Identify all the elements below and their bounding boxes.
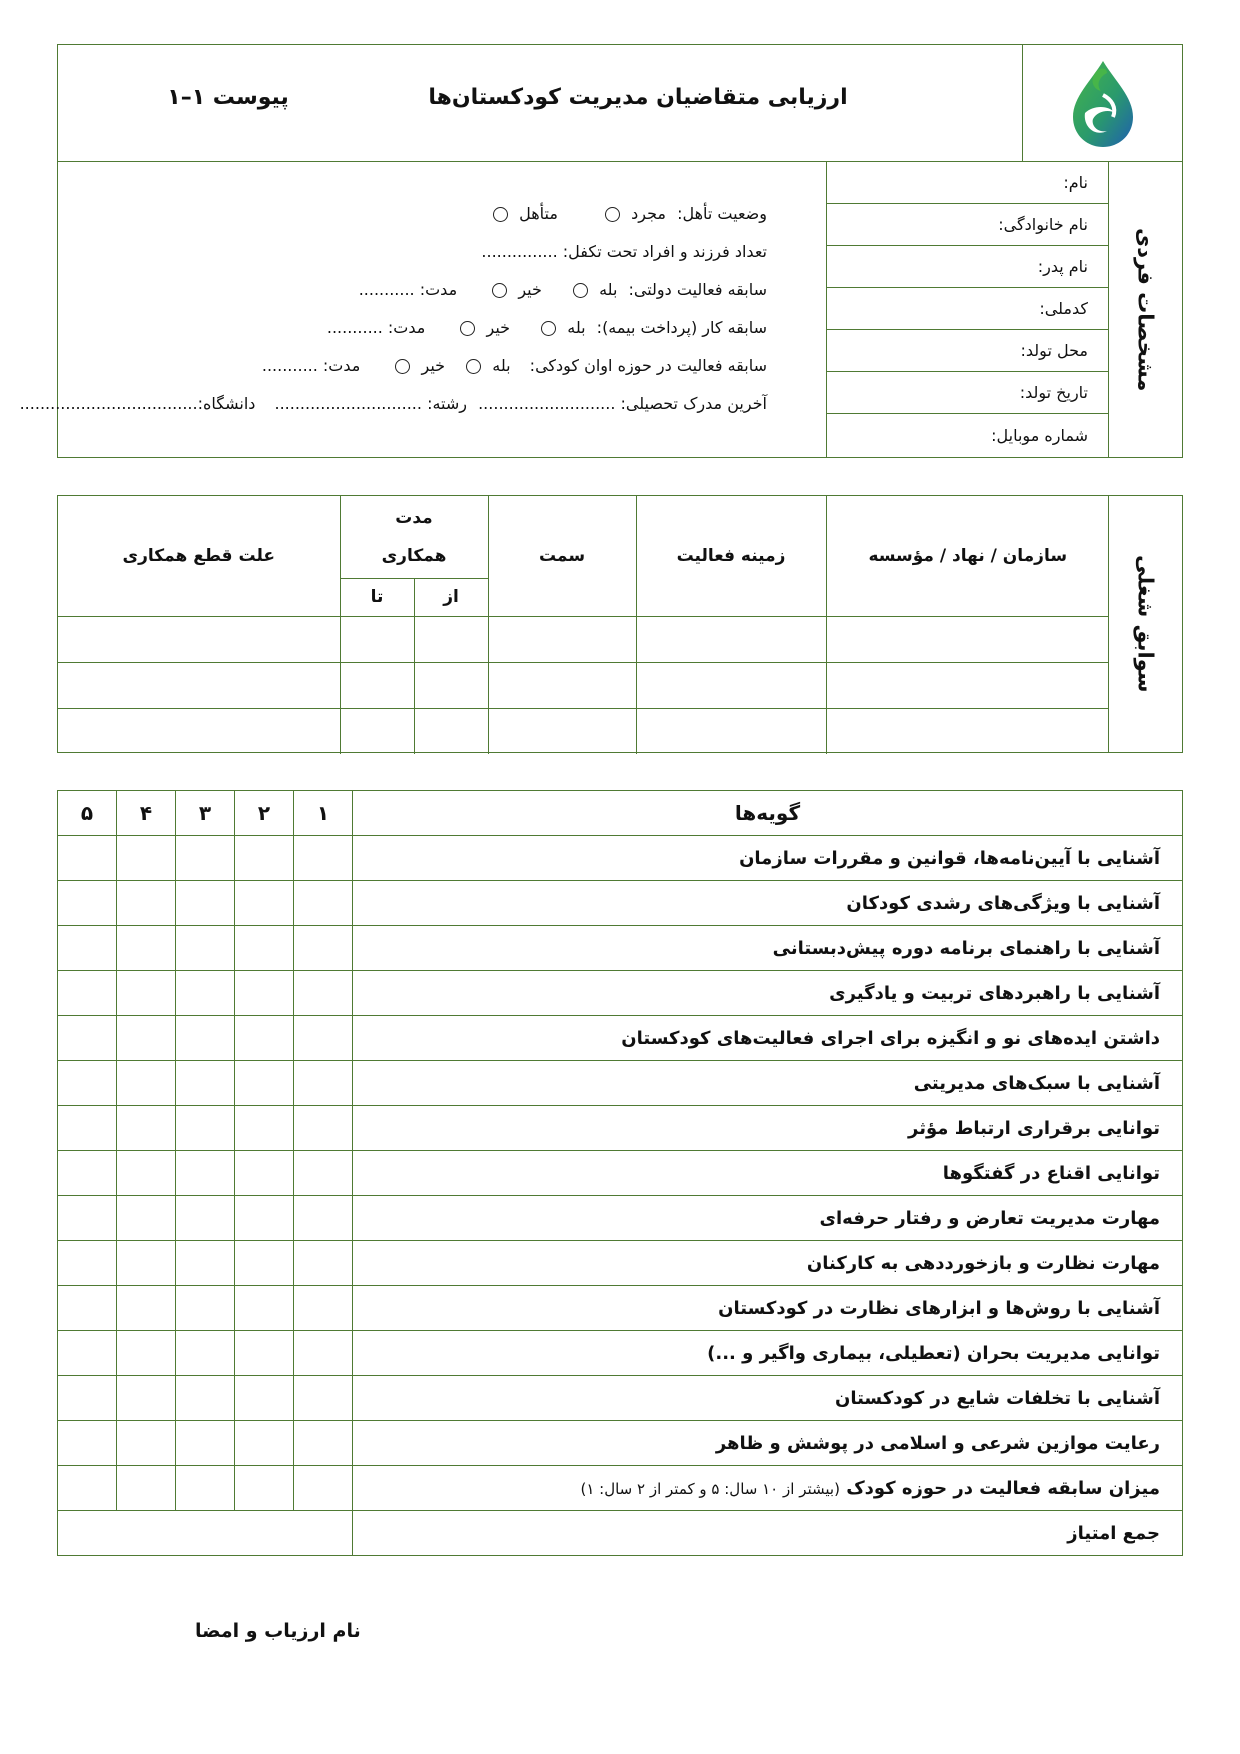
insurance-no-radio[interactable] bbox=[460, 321, 475, 336]
single-radio[interactable] bbox=[605, 207, 620, 222]
job-cell[interactable] bbox=[826, 662, 1109, 708]
score-header-2: ۲ bbox=[235, 791, 294, 836]
first-name-field[interactable]: نام: bbox=[827, 162, 1108, 204]
childhood-yes-label: بله bbox=[492, 356, 511, 375]
score-cell[interactable] bbox=[294, 881, 353, 926]
childhood-yes-radio[interactable] bbox=[466, 359, 481, 374]
childhood-activity-label: سابقه فعالیت در حوزه اوان کودکی: bbox=[529, 356, 767, 375]
university-field[interactable]: دانشگاه:................................... bbox=[19, 394, 256, 413]
score-cell[interactable] bbox=[176, 1241, 235, 1286]
score-cell[interactable] bbox=[176, 1421, 235, 1466]
score-cell[interactable] bbox=[235, 971, 294, 1016]
score-cell[interactable] bbox=[58, 1016, 117, 1061]
education-field[interactable]: آخرین مدرک تحصیلی: ........................... bbox=[478, 394, 767, 413]
job-history-section bbox=[57, 495, 1183, 753]
score-cell[interactable] bbox=[294, 1061, 353, 1106]
score-cell[interactable] bbox=[117, 1466, 176, 1511]
form-header bbox=[57, 44, 1183, 162]
score-cell[interactable] bbox=[58, 971, 117, 1016]
score-cell[interactable] bbox=[58, 1421, 117, 1466]
col-field: زمینه فعالیت bbox=[636, 496, 826, 616]
score-cell[interactable] bbox=[294, 926, 353, 971]
criteria-row bbox=[58, 836, 1183, 881]
criteria-item: آشنایی با تخلفات شایع در کودکستان bbox=[353, 1376, 1183, 1421]
score-cell[interactable] bbox=[294, 1376, 353, 1421]
total-label: جمع امتیاز bbox=[353, 1511, 1183, 1556]
job-cell[interactable] bbox=[340, 616, 414, 662]
gov-yes-label: بله bbox=[599, 280, 618, 299]
married-option-label: متأهل bbox=[519, 204, 558, 223]
score-cell[interactable] bbox=[117, 1331, 176, 1376]
score-cell[interactable] bbox=[235, 1016, 294, 1061]
criteria-item: داشتن ایده‌های نو و انگیزه برای اجرای فعالیت‌های کودکستان bbox=[353, 1016, 1183, 1061]
score-cell[interactable] bbox=[176, 881, 235, 926]
col-duration bbox=[340, 496, 488, 578]
score-cell[interactable] bbox=[294, 1466, 353, 1511]
annex-label: پیوست ۱–۱ bbox=[167, 85, 289, 110]
score-cell[interactable] bbox=[117, 1196, 176, 1241]
criteria-row bbox=[58, 1196, 1183, 1241]
score-cell[interactable] bbox=[176, 1376, 235, 1421]
score-cell[interactable] bbox=[176, 926, 235, 971]
score-header-3: ۳ bbox=[176, 791, 235, 836]
national-id-field[interactable]: کدملی: bbox=[827, 288, 1108, 330]
score-cell[interactable] bbox=[117, 1106, 176, 1151]
last-name-field[interactable]: نام خانوادگی: bbox=[827, 204, 1108, 246]
score-cell[interactable] bbox=[58, 881, 117, 926]
criteria-item: آشنایی با آیین‌نامه‌ها، قوانین و مقررات سازمان bbox=[353, 836, 1183, 881]
score-cell[interactable] bbox=[294, 1286, 353, 1331]
insurance-duration-field[interactable]: مدت: ........... bbox=[326, 318, 426, 337]
score-cell[interactable] bbox=[235, 1151, 294, 1196]
score-cell[interactable] bbox=[58, 926, 117, 971]
criteria-row bbox=[58, 971, 1183, 1016]
col-reason: علت قطع همکاری bbox=[58, 496, 340, 616]
score-cell[interactable] bbox=[294, 836, 353, 881]
score-cell[interactable] bbox=[176, 1331, 235, 1376]
criteria-row-experience bbox=[58, 1466, 1183, 1511]
score-cell[interactable] bbox=[176, 971, 235, 1016]
score-cell[interactable] bbox=[117, 1421, 176, 1466]
score-cell[interactable] bbox=[58, 836, 117, 881]
mobile-field[interactable]: شماره موبایل: bbox=[991, 425, 1088, 445]
score-cell[interactable] bbox=[117, 1241, 176, 1286]
score-cell[interactable] bbox=[117, 1016, 176, 1061]
gov-no-radio[interactable] bbox=[492, 283, 507, 298]
col-to: تا bbox=[340, 578, 414, 616]
criteria-item: توانایی برقراری ارتباط مؤثر bbox=[353, 1106, 1183, 1151]
job-cell[interactable] bbox=[414, 708, 488, 754]
job-history-table bbox=[58, 496, 1109, 754]
col-position: سمت bbox=[488, 496, 636, 616]
criteria-item: توانایی اقناع در گفتگوها bbox=[353, 1151, 1183, 1196]
job-cell[interactable] bbox=[826, 616, 1109, 662]
personal-info-section bbox=[19, 162, 1183, 458]
score-cell[interactable] bbox=[235, 1331, 294, 1376]
col-org: سازمان / نهاد / مؤسسه bbox=[826, 496, 1109, 616]
experience-note: (بیشتر از ۱۰ سال: ۵ و کمتر از ۲ سال: ۱) bbox=[580, 1479, 840, 1498]
score-cell[interactable] bbox=[294, 1016, 353, 1061]
experience-item bbox=[353, 1466, 1183, 1511]
birthplace-field[interactable]: محل تولد: bbox=[827, 330, 1108, 372]
duration-top-label: مدت bbox=[395, 507, 433, 528]
score-cell[interactable] bbox=[235, 836, 294, 881]
gov-duration-field[interactable]: مدت: ........... bbox=[358, 280, 458, 299]
job-row bbox=[58, 616, 1109, 662]
score-cell[interactable] bbox=[235, 1196, 294, 1241]
score-cell[interactable] bbox=[58, 1106, 117, 1151]
score-cell[interactable] bbox=[176, 1106, 235, 1151]
score-cell[interactable] bbox=[117, 1061, 176, 1106]
score-cell[interactable] bbox=[58, 1376, 117, 1421]
job-cell[interactable] bbox=[488, 662, 636, 708]
criteria-item: آشنایی با روش‌ها و ابزارهای نظارت در کودکستان bbox=[353, 1286, 1183, 1331]
single-option-label: مجرد bbox=[631, 204, 666, 223]
score-cell[interactable] bbox=[176, 1466, 235, 1511]
insurance-label: سابقه کار (پرداخت بیمه): bbox=[596, 318, 767, 337]
score-cell[interactable] bbox=[294, 1196, 353, 1241]
score-header-1: ۱ bbox=[294, 791, 353, 836]
score-cell[interactable] bbox=[176, 1016, 235, 1061]
score-cell[interactable] bbox=[117, 836, 176, 881]
gov-no-label: خیر bbox=[518, 280, 542, 299]
job-cell[interactable] bbox=[58, 708, 340, 754]
criteria-item: مهارت نظارت و بازخورددهی به کارکنان bbox=[353, 1241, 1183, 1286]
organization-logo-icon bbox=[1063, 55, 1143, 151]
criteria-item: مهارت مدیریت تعارض و رفتار حرفه‌ای bbox=[353, 1196, 1183, 1241]
score-cell[interactable] bbox=[235, 1286, 294, 1331]
score-cell[interactable] bbox=[176, 1151, 235, 1196]
score-cell[interactable] bbox=[235, 1061, 294, 1106]
job-cell[interactable] bbox=[636, 616, 826, 662]
criteria-row bbox=[58, 1331, 1183, 1376]
job-cell[interactable] bbox=[488, 708, 636, 754]
criteria-row bbox=[58, 1016, 1183, 1061]
score-cell[interactable] bbox=[235, 1421, 294, 1466]
score-cell[interactable] bbox=[294, 971, 353, 1016]
criteria-item: آشنایی با ویژگی‌های رشدی کودکان bbox=[353, 881, 1183, 926]
criteria-header-row bbox=[58, 791, 1183, 836]
col-from: از bbox=[414, 578, 488, 616]
criteria-section bbox=[57, 790, 1183, 1556]
childhood-no-radio[interactable] bbox=[395, 359, 410, 374]
score-cell[interactable] bbox=[58, 1196, 117, 1241]
childhood-duration-field[interactable]: مدت: ........... bbox=[261, 356, 361, 375]
criteria-row bbox=[58, 1421, 1183, 1466]
criteria-table bbox=[57, 790, 1183, 1556]
job-row bbox=[58, 708, 1109, 754]
criteria-row bbox=[58, 1241, 1183, 1286]
score-cell[interactable] bbox=[294, 1331, 353, 1376]
score-cell[interactable] bbox=[117, 926, 176, 971]
criteria-header: گویه‌ها bbox=[353, 791, 1183, 836]
score-cell[interactable] bbox=[117, 971, 176, 1016]
logo-cell bbox=[1022, 45, 1182, 161]
criteria-row bbox=[58, 926, 1183, 971]
score-cell[interactable] bbox=[294, 1151, 353, 1196]
criteria-row bbox=[58, 881, 1183, 926]
gov-activity-label: سابقه فعالیت دولتی: bbox=[628, 280, 767, 299]
criteria-item: آشنایی با سبک‌های مدیریتی bbox=[353, 1061, 1183, 1106]
score-cell[interactable] bbox=[176, 1196, 235, 1241]
total-score-cell[interactable] bbox=[58, 1511, 353, 1556]
score-cell[interactable] bbox=[176, 1286, 235, 1331]
score-cell[interactable] bbox=[176, 836, 235, 881]
birthdate-field[interactable]: تاریخ تولد: bbox=[827, 372, 1108, 414]
job-cell[interactable] bbox=[58, 662, 340, 708]
childhood-activity-row bbox=[262, 356, 767, 375]
score-cell[interactable] bbox=[294, 1241, 353, 1286]
personal-section-label: مشخصات فردی bbox=[1108, 162, 1182, 457]
form-title: ارزیابی متقاضیان مدیریت کودکستان‌ها bbox=[428, 85, 848, 110]
married-radio[interactable] bbox=[493, 207, 508, 222]
duration-bottom-label: همکاری bbox=[381, 545, 447, 566]
criteria-item: رعایت موازین شرعی و اسلامی در پوشش و ظاهر bbox=[353, 1421, 1183, 1466]
gov-activity-row bbox=[359, 280, 767, 299]
score-cell[interactable] bbox=[58, 1331, 117, 1376]
criteria-row bbox=[58, 1106, 1183, 1151]
gov-yes-radio[interactable] bbox=[573, 283, 588, 298]
score-cell[interactable] bbox=[58, 1241, 117, 1286]
education-row bbox=[20, 394, 767, 413]
dependents-row[interactable]: تعداد فرزند و افراد تحت تکفل: ............... bbox=[481, 242, 767, 261]
score-cell[interactable] bbox=[117, 1376, 176, 1421]
marital-label: وضعیت تأهل: bbox=[677, 204, 767, 223]
job-cell[interactable] bbox=[488, 616, 636, 662]
score-cell[interactable] bbox=[235, 1466, 294, 1511]
job-cell[interactable] bbox=[826, 708, 1109, 754]
criteria-item: توانایی مدیریت بحران (تعطیلی، بیماری واگیر و ...) bbox=[353, 1331, 1183, 1376]
score-cell[interactable] bbox=[117, 881, 176, 926]
marital-status-row bbox=[487, 204, 767, 223]
score-header-4: ۴ bbox=[117, 791, 176, 836]
score-cell[interactable] bbox=[235, 1376, 294, 1421]
total-row bbox=[58, 1511, 1183, 1556]
insurance-yes-label: بله bbox=[567, 318, 586, 337]
score-cell[interactable] bbox=[294, 1106, 353, 1151]
score-cell[interactable] bbox=[117, 1286, 176, 1331]
job-cell[interactable] bbox=[340, 662, 414, 708]
insurance-no-label: خیر bbox=[486, 318, 511, 337]
insurance-row bbox=[327, 318, 767, 337]
score-header-5: ۵ bbox=[58, 791, 117, 836]
score-cell[interactable] bbox=[58, 1286, 117, 1331]
score-cell[interactable] bbox=[235, 1106, 294, 1151]
job-cell[interactable] bbox=[414, 662, 488, 708]
score-cell[interactable] bbox=[117, 1151, 176, 1196]
score-cell[interactable] bbox=[235, 1241, 294, 1286]
job-cell[interactable] bbox=[414, 616, 488, 662]
score-cell[interactable] bbox=[58, 1061, 117, 1106]
major-field[interactable]: رشته: ............................. bbox=[274, 394, 467, 413]
criteria-row bbox=[58, 1061, 1183, 1106]
jobs-section-label: سوابق شغلی bbox=[1108, 496, 1182, 752]
score-cell[interactable] bbox=[58, 1466, 117, 1511]
score-cell[interactable] bbox=[294, 1421, 353, 1466]
id-fields bbox=[826, 162, 1108, 457]
criteria-row bbox=[58, 1376, 1183, 1421]
job-cell[interactable] bbox=[636, 662, 826, 708]
criteria-row bbox=[58, 1286, 1183, 1331]
evaluator-signature-label: نام ارزیاب و امضا bbox=[195, 1620, 361, 1642]
score-cell[interactable] bbox=[58, 1151, 117, 1196]
criteria-body bbox=[58, 836, 1183, 1556]
experience-label: میزان سابقه فعالیت در حوزه کودک bbox=[846, 1477, 1160, 1499]
father-name-field[interactable]: نام پدر: bbox=[827, 246, 1108, 288]
job-cell[interactable] bbox=[636, 708, 826, 754]
job-cell[interactable] bbox=[58, 616, 340, 662]
criteria-item: آشنایی با راهنمای برنامه دوره پیش‌دبستانی bbox=[353, 926, 1183, 971]
score-cell[interactable] bbox=[235, 881, 294, 926]
score-cell[interactable] bbox=[235, 926, 294, 971]
childhood-no-label: خیر bbox=[421, 356, 446, 375]
insurance-yes-radio[interactable] bbox=[541, 321, 556, 336]
score-cell[interactable] bbox=[176, 1061, 235, 1106]
criteria-row bbox=[58, 1151, 1183, 1196]
job-row bbox=[58, 662, 1109, 708]
job-cell[interactable] bbox=[340, 708, 414, 754]
criteria-item: آشنایی با راهبردهای تربیت و یادگیری bbox=[353, 971, 1183, 1016]
